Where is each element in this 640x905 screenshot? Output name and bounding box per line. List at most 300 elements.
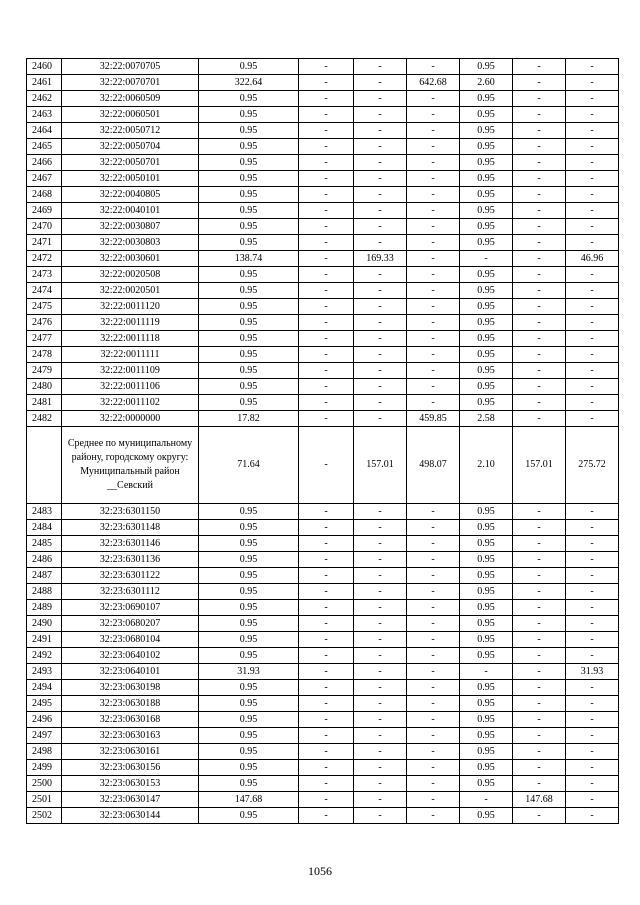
value-col-6-cell: - [407,584,460,600]
value-col-6-cell: - [407,379,460,395]
value-col-5-cell: - [354,235,407,251]
value-col-3-cell: 0.95 [199,568,299,584]
row-number-cell: 2460 [27,59,62,75]
value-col-6-cell: - [407,680,460,696]
value-col-6-cell: - [407,347,460,363]
value-col-4-cell: - [299,411,354,427]
value-col-7-cell: 0.95 [460,203,513,219]
value-col-8-cell: - [513,91,566,107]
value-col-9-cell: - [566,107,619,123]
value-col-8-cell: - [513,251,566,267]
row-number-cell: 2465 [27,139,62,155]
value-col-7-cell: 0.95 [460,632,513,648]
value-col-5-cell: - [354,808,407,824]
value-col-6-cell: 642.68 [407,75,460,91]
table-row [27,776,619,792]
value-col-3-cell: 0.95 [199,123,299,139]
cadastral-quarter-cell: 32:22:0030803 [62,235,199,251]
table-row [27,520,619,536]
value-col-5-cell: - [354,347,407,363]
value-col-3-cell: 322.64 [199,75,299,91]
value-col-5-cell: - [354,395,407,411]
value-col-6-cell: - [407,712,460,728]
cadastral-quarter-cell: 32:23:6301150 [62,504,199,520]
value-col-3-cell: 0.95 [199,59,299,75]
table-row [27,267,619,283]
value-col-7-cell: 0.95 [460,600,513,616]
row-number-cell: 2477 [27,331,62,347]
row-number-cell: 2474 [27,283,62,299]
value-col-6-cell: - [407,171,460,187]
row-number-cell: 2479 [27,363,62,379]
value-col-4-cell: - [299,363,354,379]
row-number-cell: 2471 [27,235,62,251]
row-number-cell: 2490 [27,616,62,632]
value-col-6-cell: - [407,568,460,584]
value-col-5-cell: 157.01 [354,427,407,504]
value-col-5-cell: - [354,219,407,235]
value-col-7-cell: 0.95 [460,744,513,760]
row-number-cell: 2472 [27,251,62,267]
value-col-4-cell: - [299,680,354,696]
value-col-7-cell: 0.95 [460,728,513,744]
value-col-9-cell: - [566,299,619,315]
value-col-7-cell: 0.95 [460,299,513,315]
value-col-8-cell: - [513,712,566,728]
table-row [27,728,619,744]
value-col-5-cell: - [354,331,407,347]
value-col-5-cell: - [354,187,407,203]
value-col-5-cell: - [354,171,407,187]
value-col-8-cell: - [513,648,566,664]
cadastral-quarter-cell: 32:23:0630161 [62,744,199,760]
value-col-5-cell: - [354,411,407,427]
value-col-4-cell: - [299,616,354,632]
cadastral-quarter-cell: 32:23:0630147 [62,792,199,808]
value-col-3-cell: 31.93 [199,664,299,680]
value-col-3-cell: 0.95 [199,91,299,107]
value-col-8-cell: 157.01 [513,427,566,504]
value-col-4-cell: - [299,520,354,536]
value-col-6-cell: - [407,808,460,824]
value-col-4-cell: - [299,664,354,680]
row-number-cell: 2501 [27,792,62,808]
value-col-5-cell: - [354,680,407,696]
cadastral-quarter-cell: 32:22:0011109 [62,363,199,379]
page-number: 1056 [308,864,332,878]
value-col-9-cell: - [566,776,619,792]
row-number-cell: 2462 [27,91,62,107]
value-col-7-cell: 0.95 [460,155,513,171]
row-number-cell: 2500 [27,776,62,792]
value-col-8-cell: - [513,75,566,91]
value-col-8-cell: - [513,411,566,427]
value-col-8-cell: - [513,299,566,315]
value-col-8-cell: - [513,568,566,584]
cadastral-quarter-cell: 32:23:0630144 [62,808,199,824]
value-col-7-cell: 0.95 [460,504,513,520]
row-number-cell: 2496 [27,712,62,728]
value-col-6-cell: - [407,187,460,203]
table-row [27,363,619,379]
value-col-5-cell: - [354,123,407,139]
value-col-9-cell: - [566,744,619,760]
value-col-9-cell: - [566,584,619,600]
cadastral-quarter-cell: 32:23:0680104 [62,632,199,648]
value-col-5-cell: - [354,776,407,792]
value-col-5-cell: 169.33 [354,251,407,267]
value-col-4-cell: - [299,696,354,712]
value-col-3-cell: 0.95 [199,744,299,760]
value-col-5-cell: - [354,792,407,808]
value-col-7-cell: 0.95 [460,139,513,155]
value-col-9-cell: - [566,267,619,283]
row-number-cell: 2488 [27,584,62,600]
value-col-6-cell: - [407,219,460,235]
value-col-5-cell: - [354,379,407,395]
row-number-cell: 2492 [27,648,62,664]
table-row [27,504,619,520]
value-col-9-cell: - [566,536,619,552]
value-col-8-cell: - [513,776,566,792]
table-row [27,616,619,632]
value-col-5-cell: - [354,744,407,760]
value-col-4-cell: - [299,155,354,171]
value-col-4-cell: - [299,235,354,251]
row-number-cell: 2502 [27,808,62,824]
value-col-4-cell: - [299,251,354,267]
cadastral-quarter-cell: 32:22:0011119 [62,315,199,331]
value-col-6-cell: - [407,776,460,792]
value-col-4-cell: - [299,171,354,187]
cadastral-quarter-cell: 32:22:0040101 [62,203,199,219]
table-row [27,584,619,600]
value-col-8-cell: - [513,123,566,139]
value-col-8-cell: - [513,315,566,331]
value-col-7-cell: 0.95 [460,171,513,187]
row-number-cell: 2494 [27,680,62,696]
cadastral-quarter-cell: 32:22:0020508 [62,267,199,283]
value-col-3-cell: 0.95 [199,363,299,379]
table-row [27,235,619,251]
value-col-4-cell: - [299,600,354,616]
value-col-6-cell: - [407,792,460,808]
value-col-7-cell: - [460,664,513,680]
value-col-5-cell: - [354,520,407,536]
value-col-6-cell: - [407,139,460,155]
value-col-6-cell: - [407,331,460,347]
value-col-6-cell: - [407,616,460,632]
table-row [27,219,619,235]
value-col-6-cell: - [407,59,460,75]
value-col-5-cell: - [354,696,407,712]
table-row [27,75,619,91]
value-col-4-cell: - [299,75,354,91]
summary-row [27,427,619,504]
value-col-7-cell: 0.95 [460,59,513,75]
value-col-6-cell: - [407,283,460,299]
row-number-cell: 2497 [27,728,62,744]
value-col-9-cell: - [566,568,619,584]
value-col-9-cell: - [566,504,619,520]
table-body [27,59,619,824]
value-col-9-cell: - [566,155,619,171]
value-col-9-cell: - [566,59,619,75]
table-row [27,187,619,203]
value-col-4-cell: - [299,776,354,792]
cadastral-quarter-cell: 32:23:0630153 [62,776,199,792]
table-row [27,760,619,776]
table-row [27,91,619,107]
value-col-3-cell: 0.95 [199,728,299,744]
value-col-4-cell: - [299,299,354,315]
value-col-4-cell: - [299,203,354,219]
value-col-8-cell: - [513,283,566,299]
value-col-8-cell: - [513,632,566,648]
row-number-cell: 2495 [27,696,62,712]
value-col-7-cell: 0.95 [460,363,513,379]
value-col-9-cell: - [566,75,619,91]
value-col-9-cell: - [566,219,619,235]
table-row [27,59,619,75]
cadastral-quarter-cell: 32:22:0050101 [62,171,199,187]
value-col-9-cell: 31.93 [566,664,619,680]
table-row [27,808,619,824]
table-row [27,696,619,712]
row-number-cell: 2473 [27,267,62,283]
table-row [27,680,619,696]
value-col-4-cell: - [299,427,354,504]
value-col-3-cell: 0.95 [199,347,299,363]
value-col-8-cell: - [513,59,566,75]
value-col-3-cell: 0.95 [199,187,299,203]
value-col-7-cell: 0.95 [460,760,513,776]
value-col-9-cell: - [566,520,619,536]
cadastral-quarter-cell: 32:23:6301148 [62,520,199,536]
value-col-5-cell: - [354,600,407,616]
value-col-7-cell: 0.95 [460,395,513,411]
value-col-3-cell: 0.95 [199,107,299,123]
table-row [27,283,619,299]
table-row [27,568,619,584]
value-col-8-cell: - [513,139,566,155]
cadastral-quarter-cell: 32:23:0630163 [62,728,199,744]
value-col-3-cell: 0.95 [199,584,299,600]
value-col-3-cell: 0.95 [199,536,299,552]
value-col-3-cell: 17.82 [199,411,299,427]
row-number-cell: 2489 [27,600,62,616]
value-col-6-cell: - [407,395,460,411]
value-col-9-cell: - [566,395,619,411]
table-row [27,648,619,664]
value-col-9-cell: 275.72 [566,427,619,504]
value-col-3-cell: 0.95 [199,331,299,347]
value-col-4-cell: - [299,59,354,75]
value-col-6-cell: - [407,696,460,712]
value-col-9-cell: - [566,760,619,776]
value-col-7-cell: 0.95 [460,347,513,363]
table-row [27,331,619,347]
value-col-4-cell: - [299,395,354,411]
value-col-3-cell: 0.95 [199,680,299,696]
cadastral-quarter-cell: 32:22:0000000 [62,411,199,427]
cadastral-quarter-cell: 32:23:6301122 [62,568,199,584]
value-col-9-cell: - [566,139,619,155]
table-row [27,139,619,155]
value-col-8-cell: - [513,680,566,696]
value-col-4-cell: - [299,536,354,552]
row-number-cell: 2463 [27,107,62,123]
value-col-6-cell: - [407,235,460,251]
value-col-9-cell: - [566,171,619,187]
value-col-3-cell: 0.95 [199,808,299,824]
value-col-4-cell: - [299,552,354,568]
table-row [27,792,619,808]
cadastral-quarter-cell: 32:22:0011118 [62,331,199,347]
row-number-cell: 2469 [27,203,62,219]
table-row [27,251,619,267]
value-col-4-cell: - [299,379,354,395]
value-col-8-cell: - [513,808,566,824]
row-number-cell: 2467 [27,171,62,187]
value-col-4-cell: - [299,187,354,203]
value-col-4-cell: - [299,632,354,648]
value-col-4-cell: - [299,139,354,155]
value-col-9-cell: - [566,616,619,632]
table-row [27,600,619,616]
value-col-4-cell: - [299,712,354,728]
value-col-9-cell: - [566,187,619,203]
table-row [27,632,619,648]
value-col-3-cell: 0.95 [199,379,299,395]
value-col-5-cell: - [354,155,407,171]
value-col-5-cell: - [354,728,407,744]
value-col-8-cell: - [513,219,566,235]
value-col-6-cell: - [407,203,460,219]
value-col-3-cell: 0.95 [199,776,299,792]
value-col-8-cell: - [513,395,566,411]
value-col-8-cell: - [513,347,566,363]
cadastral-quarter-cell: 32:22:0020501 [62,283,199,299]
value-col-9-cell: - [566,728,619,744]
value-col-3-cell: 0.95 [199,235,299,251]
value-col-8-cell: - [513,584,566,600]
value-col-9-cell: - [566,552,619,568]
value-col-8-cell: - [513,331,566,347]
value-col-3-cell: 0.95 [199,600,299,616]
table-row [27,664,619,680]
value-col-9-cell: - [566,379,619,395]
value-col-8-cell: - [513,203,566,219]
value-col-3-cell: 147.68 [199,792,299,808]
value-col-3-cell: 0.95 [199,315,299,331]
value-col-4-cell: - [299,584,354,600]
value-col-7-cell: 0.95 [460,568,513,584]
value-col-3-cell: 0.95 [199,632,299,648]
value-col-5-cell: - [354,568,407,584]
value-col-3-cell: 0.95 [199,696,299,712]
row-number-cell: 2478 [27,347,62,363]
value-col-4-cell: - [299,123,354,139]
row-number-cell: 2485 [27,536,62,552]
value-col-4-cell: - [299,568,354,584]
value-col-7-cell: 0.95 [460,776,513,792]
value-col-8-cell: - [513,664,566,680]
value-col-5-cell: - [354,648,407,664]
cadastral-quarter-cell: 32:23:0630156 [62,760,199,776]
table-row [27,552,619,568]
value-col-5-cell: - [354,584,407,600]
cadastral-quarter-cell: 32:23:0630188 [62,696,199,712]
row-number-cell: 2475 [27,299,62,315]
value-col-8-cell: - [513,504,566,520]
value-col-4-cell: - [299,91,354,107]
value-col-9-cell: - [566,600,619,616]
table-row [27,203,619,219]
value-col-6-cell: - [407,107,460,123]
value-col-4-cell: - [299,347,354,363]
value-col-5-cell: - [354,315,407,331]
value-col-6-cell: 498.07 [407,427,460,504]
value-col-8-cell: - [513,107,566,123]
cadastral-quarter-cell: 32:22:0050704 [62,139,199,155]
value-col-9-cell: - [566,712,619,728]
cadastral-quarter-cell: 32:22:0011111 [62,347,199,363]
row-number-cell: 2491 [27,632,62,648]
value-col-5-cell: - [354,504,407,520]
cadastral-quarter-cell: Среднее по муниципальному району, городскому округу: Муниципальный район __Севский [62,427,199,504]
value-col-7-cell: 0.95 [460,696,513,712]
value-col-5-cell: - [354,267,407,283]
value-col-8-cell: - [513,171,566,187]
value-col-9-cell: - [566,347,619,363]
value-col-8-cell: - [513,363,566,379]
value-col-3-cell: 0.95 [199,283,299,299]
value-col-3-cell: 0.95 [199,299,299,315]
value-col-3-cell: 0.95 [199,139,299,155]
value-col-7-cell: 0.95 [460,536,513,552]
value-col-7-cell: 0.95 [460,267,513,283]
value-col-4-cell: - [299,760,354,776]
value-col-9-cell: - [566,792,619,808]
value-col-9-cell: - [566,808,619,824]
value-col-6-cell: - [407,760,460,776]
value-col-8-cell: - [513,536,566,552]
value-col-4-cell: - [299,219,354,235]
row-number-cell: 2484 [27,520,62,536]
value-col-6-cell: - [407,632,460,648]
cadastral-quarter-cell: 32:22:0060509 [62,91,199,107]
row-number-cell: 2466 [27,155,62,171]
table-row [27,315,619,331]
cadastral-quarter-cell: 32:22:0030807 [62,219,199,235]
row-number-cell: 2480 [27,379,62,395]
value-col-5-cell: - [354,299,407,315]
cadastral-quarter-cell: 32:23:0640101 [62,664,199,680]
value-col-7-cell: 0.95 [460,315,513,331]
value-col-7-cell: 0.95 [460,648,513,664]
value-col-8-cell: - [513,520,566,536]
value-col-7-cell: 0.95 [460,91,513,107]
value-col-5-cell: - [354,75,407,91]
table-row [27,411,619,427]
value-col-3-cell: 71.64 [199,427,299,504]
table-row [27,123,619,139]
value-col-6-cell: - [407,744,460,760]
value-col-3-cell: 0.95 [199,219,299,235]
cadastral-quarter-cell: 32:23:0690107 [62,600,199,616]
value-col-3-cell: 0.95 [199,267,299,283]
